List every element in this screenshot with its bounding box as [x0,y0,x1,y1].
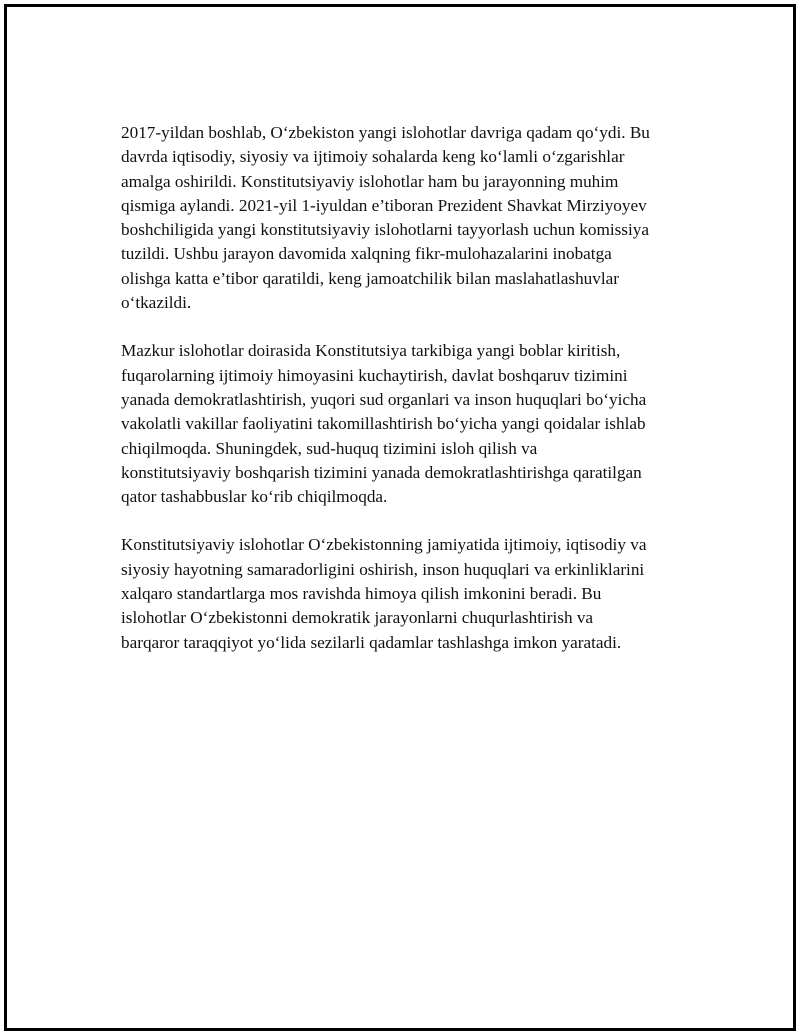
paragraph-line: vakolatli vakillar faoliyatini takomillashtirish bo‘yicha yangi qoidalar ishlab [121,414,646,434]
paragraph-line: fuqarolarning ijtimoiy himoyasini kuchaytirish, davlat boshqaruv tizimini [121,365,628,385]
paragraph-line: tuzildi. Ushbu jarayon davomida xalqning fikr-mulohazalarini inobatga [121,244,612,264]
document-page [4,4,796,1031]
paragraph-line: siyosiy hayotning samaradorligini oshirish, inson huquqlari va erkinliklarini [121,559,645,579]
paragraph-line: boshchiligida yangi konstitutsiyaviy islohotlarni tayyorlash uchun komissiya [121,220,649,240]
paragraph-line: qismiga aylandi. 2021-yil 1-iyuldan e’tiboran Prezident Shavkat Mirziyoyev [121,195,647,215]
paragraph-line: konstitutsiyaviy boshqarish tizimini yanada demokratlashtirishga qaratilgan [121,462,642,482]
paragraph-line: islohotlar O‘zbekistonni demokratik jarayonlarni chuqurlashtirish va [121,608,594,628]
paragraph-1 [121,121,701,315]
paragraph-line: Mazkur islohotlar doirasida Konstitutsiya tarkibiga yangi boblar kiritish, [121,341,621,361]
paragraph-line: 2017-yildan boshlab, O‘zbekiston yangi islohotlar davriga qadam qo‘ydi. Bu [121,123,650,142]
paragraph-2 [121,339,701,509]
paragraph-line: olishga katta e’tibor qaratildi, keng jamoatchilik bilan maslahatlashuvlar [121,268,619,288]
paragraph-line: chiqilmoqda. Shuningdek, sud-huquq tizimini isloh qilish va [121,438,538,458]
paragraph-line: davrda iqtisodiy, siyosiy va ijtimoiy sohalarda keng ko‘lamli o‘zgarishlar [121,147,625,167]
paragraph-line: o‘tkazildi. [121,293,192,313]
document-body [121,121,701,679]
paragraph-line: qator tashabbuslar ko‘rib chiqilmoqda. [121,487,388,507]
paragraph-3 [121,533,701,654]
paragraph-line: barqaror taraqqiyot yo‘lida sezilarli qadamlar tashlashga imkon yaratadi. [121,632,622,652]
paragraph-line: amalga oshirildi. Konstitutsiyaviy islohotlar ham bu jarayonning muhim [121,171,619,191]
paragraph-line: yanada demokratlashtirish, yuqori sud organlari va inson huquqlari bo‘yicha [121,389,647,409]
paragraph-line: xalqaro standartlarga mos ravishda himoya qilish imkonini beradi. Bu [121,584,602,604]
paragraph-line: Konstitutsiyaviy islohotlar O‘zbekistonning jamiyatida ijtimoiy, iqtisodiy va [121,535,647,555]
